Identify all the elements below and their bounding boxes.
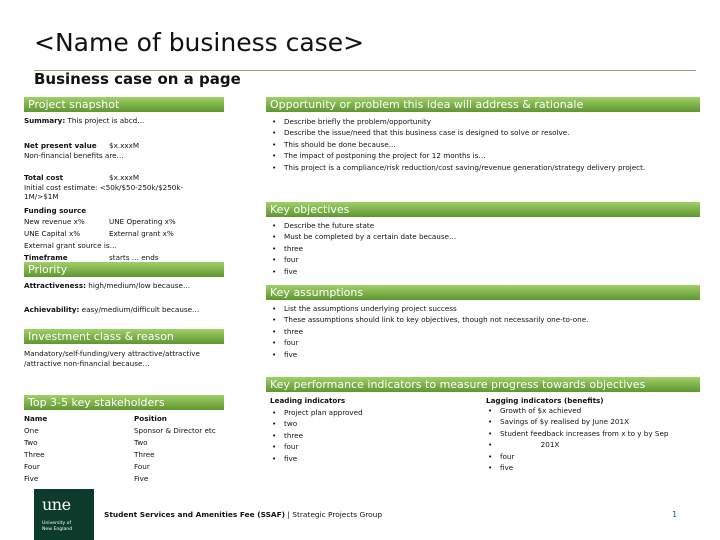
section-header-kpi: Key performance indicators to measure progress towards objectives — [266, 377, 700, 392]
stakeholder-col-position: Position — [134, 414, 167, 423]
objective-item: • three — [270, 243, 456, 254]
leading-indicators-label: Leading indicators — [270, 396, 346, 405]
stakeholder-row-position: Four — [134, 462, 150, 471]
assumption-item: • five — [270, 349, 588, 360]
opportunity-item: • The impact of postponing the project for 12 months is… — [270, 150, 645, 161]
logo-wordmark: une — [42, 495, 71, 514]
assumptions-list — [270, 303, 588, 360]
lagging-indicator-item: • Savings of $y realised by June 201X — [486, 416, 668, 427]
stakeholder-row-name: Four — [24, 462, 40, 471]
funding-une-capital: UNE Capital x% — [24, 229, 81, 238]
objective-item: • five — [270, 266, 456, 277]
lagging-indicator-item: • Student feedback increases from x to y by Sep — [486, 428, 668, 439]
objectives-list — [270, 220, 456, 277]
lagging-indicator-item: • Growth of $x achieved — [486, 405, 668, 416]
achievability-text: easy/medium/difficult because… — [81, 305, 200, 314]
lagging-indicator-item: • four — [486, 451, 668, 462]
opportunity-item: • Describe briefly the problem/opportunity — [270, 116, 645, 127]
initial-cost-estimate-cont: 1M/>$1M — [24, 192, 59, 201]
leading-indicator-item: • three — [270, 430, 363, 441]
summary-label: Summary: — [24, 116, 66, 125]
une-logo — [34, 489, 94, 540]
npv-label: Net present value — [24, 141, 97, 150]
attractiveness-line — [24, 281, 190, 291]
section-header-key-assumptions: Key assumptions — [266, 285, 700, 300]
leading-indicator-item: • five — [270, 453, 363, 464]
stakeholder-row-position: Three — [134, 450, 155, 459]
assumption-item: • four — [270, 337, 588, 348]
page-title: <Name of business case> — [34, 28, 365, 57]
section-header-project-snapshot: Project snapshot — [24, 97, 224, 112]
lagging-indicators-list — [486, 405, 668, 473]
stakeholder-row-position: Two — [134, 438, 148, 447]
achievability-line — [24, 305, 199, 315]
total-cost-label: Total cost — [24, 173, 64, 182]
funding-source-label: Funding source — [24, 206, 87, 215]
footer-group: | Strategic Projects Group — [287, 510, 383, 519]
leading-indicator-item: • Project plan approved — [270, 407, 363, 418]
assumption-item: • List the assumptions underlying project success — [270, 303, 588, 314]
stakeholder-row-name: Five — [24, 474, 39, 483]
summary-line — [24, 116, 144, 126]
stakeholder-row-name: Two — [24, 438, 38, 447]
achievability-label: Achievability: — [24, 305, 80, 314]
assumption-item: • These assumptions should link to key objectives, though not necessarily one-to-one. — [270, 314, 588, 325]
section-header-investment-class: Investment class & reason — [24, 329, 224, 344]
objective-item: • Must be completed by a certain date because… — [270, 231, 456, 242]
section-header-priority: Priority — [24, 262, 224, 277]
section-header-key-objectives: Key objectives — [266, 202, 700, 217]
attractiveness-label: Attractiveness: — [24, 281, 86, 290]
opportunity-item: • This should be done because… — [270, 139, 645, 150]
total-cost-value: $x.xxxM — [109, 173, 140, 182]
page-number: 1 — [672, 510, 678, 519]
stakeholder-row-name: Three — [24, 450, 45, 459]
section-header-opportunity: Opportunity or problem this idea will address & rationale — [266, 97, 700, 112]
funding-external-source: External grant source is… — [24, 241, 117, 250]
timeframe-value: starts … ends — [109, 253, 159, 262]
footer-org: Student Services and Amenities Fee (SSAF) — [104, 510, 286, 519]
page-subtitle: Business case on a page — [34, 70, 241, 88]
objective-item: • four — [270, 254, 456, 265]
logo-caption-line2: New England — [42, 526, 73, 532]
leading-indicators-list — [270, 407, 363, 464]
timeframe-label: Timeframe — [24, 253, 68, 262]
lagging-indicators-label: Lagging indicators (benefits) — [486, 396, 604, 405]
stakeholder-row-position: Sponsor & Director etc — [134, 426, 216, 435]
stakeholder-col-name: Name — [24, 414, 48, 423]
logo-caption — [42, 521, 72, 532]
lagging-indicator-item: • five — [486, 462, 668, 473]
attractiveness-text: high/medium/low because… — [88, 281, 191, 290]
summary-text: This project is abcd… — [67, 116, 145, 125]
funding-une-operating: UNE Operating x% — [109, 217, 176, 226]
nonfinancial-benefits: Non-financial benefits are… — [24, 151, 124, 160]
investment-class-line2: /attractive non-financial because… — [24, 359, 150, 368]
stakeholder-row-position: Five — [134, 474, 149, 483]
funding-new-revenue: New revenue x% — [24, 217, 85, 226]
lagging-indicator-wrap-text: 201X — [540, 440, 560, 450]
objective-item: • Describe the future state — [270, 220, 456, 231]
footer-text — [104, 510, 382, 519]
assumption-item: • three — [270, 326, 588, 337]
lagging-indicator-wrap — [486, 439, 668, 450]
logo-caption-line1: University of — [42, 521, 72, 526]
section-header-stakeholders: Top 3-5 key stakeholders — [24, 395, 224, 410]
leading-indicator-item: • two — [270, 418, 363, 429]
funding-external-grant: External grant x% — [109, 229, 174, 238]
npv-value: $x.xxxM — [109, 141, 140, 150]
investment-class-line1: Mandatory/self-funding/very attractive/attractive — [24, 349, 200, 358]
initial-cost-estimate: Initial cost estimate: <50k/$50-250k/$250k- — [24, 183, 184, 192]
stakeholder-row-name: One — [24, 426, 39, 435]
opportunity-list — [270, 116, 645, 173]
opportunity-item: • This project is a compliance/risk reduction/cost saving/revenue generation/strategy delivery project. — [270, 162, 645, 173]
leading-indicator-item: • four — [270, 441, 363, 452]
opportunity-item: • Describe the issue/need that this business case is designed to solve or resolve. — [270, 127, 645, 138]
